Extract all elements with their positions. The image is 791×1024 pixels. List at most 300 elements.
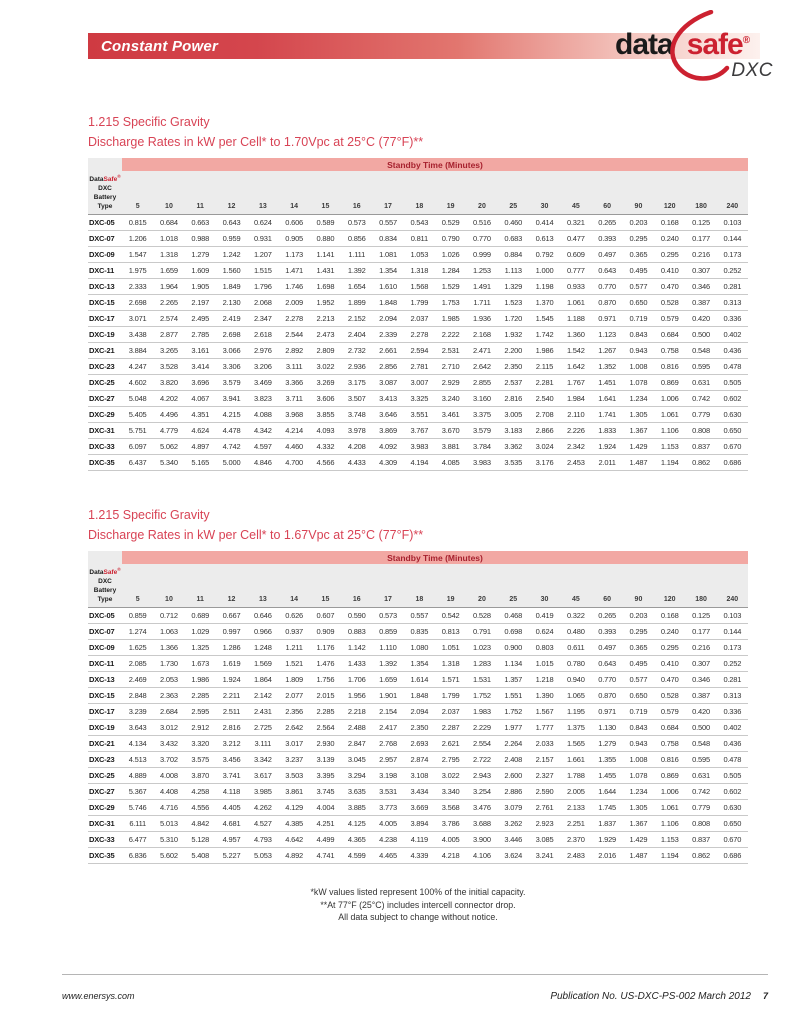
- kw-value-cell: 1.318: [160, 250, 178, 259]
- column-header-240min: 240: [726, 203, 739, 210]
- kw-value-cell: 3.438: [128, 330, 147, 339]
- kw-value-cell: 1.661: [566, 755, 585, 764]
- table-row-dxc-31: [88, 423, 748, 439]
- publication-number: Publication No. US-DXC-PS-002 March 2012: [550, 991, 751, 1002]
- kw-value-cell: 3.476: [473, 803, 491, 812]
- column-header-13min: 13: [258, 596, 267, 603]
- kw-value-cell: 1.194: [660, 458, 679, 467]
- battery-type-label: DXC-11: [89, 266, 115, 275]
- kw-value-cell: 0.834: [379, 234, 397, 243]
- kw-value-cell: 0.295: [629, 627, 648, 636]
- kw-value-cell: 0.497: [598, 643, 617, 652]
- kw-value-cell: 2.404: [347, 330, 366, 339]
- kw-value-cell: 0.548: [692, 346, 710, 355]
- kw-value-cell: 1.901: [379, 691, 397, 700]
- kw-value-cell: 0.808: [692, 426, 710, 435]
- kw-value-cell: 4.465: [379, 851, 397, 860]
- kw-value-cell: 0.144: [723, 627, 742, 636]
- battery-type-label: DXC-29: [89, 410, 115, 419]
- kw-value-cell: 1.188: [566, 314, 585, 323]
- footnote-3: All data subject to change without notice.: [338, 912, 498, 922]
- kw-value-cell: 2.768: [379, 739, 397, 748]
- kw-value-cell: 1.198: [535, 282, 554, 291]
- kw-value-cell: 0.477: [566, 234, 585, 243]
- kw-value-cell: 1.659: [160, 266, 178, 275]
- kw-value-cell: 0.780: [566, 659, 585, 668]
- kw-value-cell: 0.295: [629, 234, 648, 243]
- kw-value-cell: 1.078: [629, 771, 648, 780]
- kw-value-cell: 4.846: [253, 458, 272, 467]
- kw-value-cell: 0.870: [598, 691, 617, 700]
- kw-value-cell: 4.433: [347, 458, 366, 467]
- kw-value-cell: 4.125: [347, 819, 366, 828]
- kw-value-cell: 4.460: [285, 442, 304, 451]
- kw-value-cell: 4.700: [285, 458, 304, 467]
- kw-value-cell: 0.937: [285, 627, 304, 636]
- kw-value-cell: 0.436: [723, 346, 742, 355]
- kw-value-cell: 2.015: [316, 691, 335, 700]
- kw-value-cell: 2.544: [285, 330, 304, 339]
- kw-value-cell: 4.342: [253, 426, 272, 435]
- kw-value-cell: 1.354: [379, 266, 397, 275]
- kw-value-cell: 0.548: [692, 739, 710, 748]
- kw-value-cell: 2.531: [441, 346, 460, 355]
- corner-line2: DXC Battery: [93, 185, 117, 201]
- kw-value-cell: 5.227: [222, 851, 241, 860]
- battery-type-label: DXC-07: [89, 627, 115, 636]
- battery-type-label: DXC-07: [89, 234, 115, 243]
- kw-value-cell: 0.791: [473, 627, 491, 636]
- battery-type-label: DXC-29: [89, 803, 115, 812]
- kw-value-cell: 1.753: [441, 298, 460, 307]
- column-header-18min: 18: [415, 596, 424, 603]
- kw-value-cell: 4.499: [316, 835, 335, 844]
- kw-value-cell: 4.741: [316, 851, 335, 860]
- kw-value-cell: 6.836: [128, 851, 147, 860]
- kw-value-cell: 2.363: [160, 691, 178, 700]
- table-row-dxc-09: [88, 640, 748, 656]
- battery-type-label: DXC-33: [89, 835, 115, 844]
- kw-value-cell: 4.716: [160, 803, 178, 812]
- kw-value-cell: 2.356: [285, 707, 304, 716]
- column-header-45min: 45: [571, 596, 580, 603]
- kw-value-cell: 1.619: [222, 659, 241, 668]
- table-row-dxc-09: [88, 247, 748, 263]
- kw-value-cell: 2.594: [410, 346, 429, 355]
- kw-value-cell: 1.752: [473, 691, 491, 700]
- kw-value-cell: 3.983: [410, 442, 429, 451]
- kw-value-cell: 1.936: [473, 314, 491, 323]
- kw-value-cell: 3.983: [473, 458, 491, 467]
- kw-value-cell: 3.066: [222, 346, 241, 355]
- kw-value-cell: 0.624: [253, 218, 272, 227]
- kw-value-cell: 5.048: [128, 394, 147, 403]
- kw-value-cell: 3.414: [191, 362, 210, 371]
- kw-value-cell: 2.943: [473, 771, 491, 780]
- kw-value-cell: 1.673: [191, 659, 210, 668]
- kw-value-cell: 4.332: [316, 442, 335, 451]
- kw-value-cell: 1.833: [598, 426, 617, 435]
- kw-value-cell: 1.567: [535, 707, 554, 716]
- kw-value-cell: 1.905: [191, 282, 210, 291]
- kw-value-cell: 2.053: [160, 675, 178, 684]
- column-header-180min: 180: [695, 596, 707, 603]
- table-row-dxc-21: [88, 343, 748, 359]
- kw-value-cell: 1.354: [410, 659, 429, 668]
- kw-value-cell: 0.859: [128, 611, 147, 620]
- kw-value-cell: 3.432: [160, 739, 178, 748]
- kw-value-cell: 4.202: [160, 394, 178, 403]
- kw-value-cell: 2.600: [504, 771, 523, 780]
- kw-value-cell: 1.267: [598, 346, 617, 355]
- kw-value-cell: 3.617: [253, 771, 272, 780]
- kw-value-cell: 1.305: [629, 803, 648, 812]
- kw-value-cell: 1.367: [629, 819, 648, 828]
- kw-value-cell: 0.719: [629, 707, 648, 716]
- kw-value-cell: 3.071: [128, 314, 147, 323]
- kw-value-cell: 2.874: [410, 755, 429, 764]
- kw-value-cell: 1.080: [410, 643, 429, 652]
- table-row-dxc-19: [88, 327, 748, 343]
- kw-value-cell: 0.402: [723, 330, 742, 339]
- kw-value-cell: 0.542: [441, 611, 460, 620]
- kw-value-cell: 4.842: [191, 819, 210, 828]
- kw-value-cell: 5.367: [128, 787, 147, 796]
- column-header-5min: 5: [135, 596, 140, 603]
- kw-value-cell: 2.077: [285, 691, 304, 700]
- kw-value-cell: 3.375: [473, 410, 491, 419]
- column-header-row: [88, 564, 748, 608]
- column-header-120min: 120: [663, 203, 676, 210]
- kw-value-cell: 1.706: [347, 675, 366, 684]
- kw-value-cell: 2.564: [316, 723, 335, 732]
- kw-value-cell: 0.686: [723, 851, 742, 860]
- kw-value-cell: 3.240: [441, 394, 460, 403]
- kw-value-cell: 4.309: [379, 458, 397, 467]
- kw-value-cell: 1.078: [629, 378, 648, 387]
- kw-value-cell: 3.784: [473, 442, 491, 451]
- corner-line2: DXC Battery: [93, 578, 117, 594]
- kw-value-cell: 0.365: [629, 250, 648, 259]
- kw-value-cell: 0.478: [723, 362, 742, 371]
- kw-value-cell: 2.856: [379, 362, 397, 371]
- kw-value-cell: 1.026: [441, 250, 460, 259]
- kw-value-cell: 0.410: [660, 266, 679, 275]
- kw-value-cell: 1.053: [410, 250, 429, 259]
- kw-value-cell: 3.160: [473, 394, 491, 403]
- kw-value-cell: 3.702: [160, 755, 178, 764]
- kw-value-cell: 3.362: [504, 442, 523, 451]
- corner-line3: Type: [97, 203, 113, 210]
- kw-value-cell: 3.507: [347, 394, 366, 403]
- kw-value-cell: 1.130: [598, 723, 617, 732]
- kw-value-cell: 1.367: [629, 426, 648, 435]
- kw-value-cell: 2.130: [222, 298, 241, 307]
- kw-value-cell: 1.063: [160, 627, 178, 636]
- kw-value-cell: 1.542: [566, 346, 585, 355]
- kw-value-cell: 0.606: [285, 218, 304, 227]
- kw-value-cell: 4.106: [473, 851, 491, 860]
- kw-value-cell: 3.575: [191, 755, 210, 764]
- kw-value-cell: 3.646: [379, 410, 397, 419]
- kw-value-cell: 1.796: [253, 282, 272, 291]
- kw-value-cell: 0.313: [723, 298, 742, 307]
- kw-value-cell: 0.869: [660, 771, 679, 780]
- kw-value-cell: 0.698: [504, 627, 523, 636]
- footnote-2: **At 77°F (25°C) includes intercell connector drop.: [320, 899, 516, 910]
- corner-brand: DataSafe®: [89, 173, 121, 183]
- kw-value-cell: 1.788: [566, 771, 585, 780]
- kw-value-cell: 2.618: [253, 330, 272, 339]
- table-row-dxc-17: [88, 311, 748, 327]
- kw-value-cell: 3.294: [347, 771, 366, 780]
- kw-value-cell: 0.500: [692, 723, 710, 732]
- corner-brand: DataSafe®: [89, 566, 121, 576]
- kw-value-cell: 2.912: [191, 723, 210, 732]
- table-row-dxc-07: [88, 624, 748, 640]
- kw-value-cell: 3.012: [160, 723, 178, 732]
- kw-value-cell: 3.413: [379, 394, 397, 403]
- kw-value-cell: 0.971: [598, 314, 617, 323]
- kw-value-cell: 2.417: [379, 723, 397, 732]
- kw-value-cell: 0.528: [660, 691, 679, 700]
- kw-value-cell: 2.285: [191, 691, 210, 700]
- kw-value-cell: 1.837: [598, 819, 617, 828]
- table-section-170vpc: [88, 112, 748, 471]
- kw-value-cell: 1.523: [504, 298, 523, 307]
- kw-value-cell: 2.226: [566, 426, 585, 435]
- kw-value-cell: 1.625: [128, 643, 147, 652]
- kw-value-cell: 1.141: [316, 250, 335, 259]
- kw-value-cell: 0.590: [347, 611, 366, 620]
- kw-value-cell: 2.483: [566, 851, 585, 860]
- kw-value-cell: 3.688: [473, 819, 491, 828]
- kw-value-cell: 0.387: [692, 298, 710, 307]
- discharge-table-167vpc: [88, 551, 748, 864]
- kw-value-cell: 0.602: [723, 787, 742, 796]
- kw-value-cell: 1.799: [441, 691, 460, 700]
- table-row-dxc-11: [88, 263, 748, 279]
- kw-value-cell: 4.602: [128, 378, 147, 387]
- kw-value-cell: 3.528: [160, 362, 178, 371]
- corner-header: [88, 564, 122, 607]
- kw-value-cell: 3.434: [410, 787, 429, 796]
- kw-value-cell: 0.173: [723, 643, 742, 652]
- kw-value-cell: 0.880: [316, 234, 335, 243]
- kw-value-cell: 1.206: [128, 234, 147, 243]
- kw-value-cell: 0.125: [692, 218, 710, 227]
- kw-value-cell: 1.565: [566, 739, 585, 748]
- kw-value-cell: 1.176: [316, 643, 335, 652]
- kw-value-cell: 3.175: [347, 378, 366, 387]
- kw-value-cell: 5.128: [191, 835, 210, 844]
- band-corner: [88, 158, 122, 171]
- kw-value-cell: 1.006: [660, 394, 679, 403]
- kw-value-cell: 3.198: [379, 771, 397, 780]
- kw-value-cell: 4.385: [285, 819, 304, 828]
- kw-value-cell: 0.859: [379, 627, 397, 636]
- kw-value-cell: 0.505: [723, 378, 742, 387]
- kw-value-cell: 2.848: [128, 691, 147, 700]
- kw-value-cell: 2.218: [347, 707, 366, 716]
- kw-value-cell: 0.643: [598, 266, 617, 275]
- kw-value-cell: 3.786: [441, 819, 460, 828]
- kw-value-cell: 3.884: [128, 346, 147, 355]
- kw-value-cell: 1.283: [473, 659, 491, 668]
- battery-type-label: DXC-25: [89, 378, 115, 387]
- kw-value-cell: 2.350: [504, 362, 523, 371]
- kw-value-cell: 3.239: [128, 707, 147, 716]
- kw-value-cell: 5.405: [128, 410, 147, 419]
- column-header-12min: 12: [227, 596, 236, 603]
- kw-value-cell: 1.977: [504, 723, 523, 732]
- table-row-dxc-33: [88, 832, 748, 848]
- kw-value-cell: 1.352: [598, 362, 617, 371]
- datasafe-logo: [607, 10, 777, 88]
- kw-value-cell: 1.659: [379, 675, 397, 684]
- kw-value-cell: 2.068: [253, 298, 272, 307]
- kw-value-cell: 1.455: [598, 771, 617, 780]
- kw-value-cell: 1.106: [660, 426, 679, 435]
- kw-value-cell: 4.208: [347, 442, 366, 451]
- kw-value-cell: 1.061: [660, 803, 679, 812]
- kw-value-cell: 5.751: [128, 426, 147, 435]
- kw-value-cell: 0.770: [598, 282, 617, 291]
- kw-value-cell: 0.742: [692, 394, 710, 403]
- kw-value-cell: 0.931: [253, 234, 272, 243]
- kw-value-cell: 1.809: [285, 675, 304, 684]
- kw-value-cell: 2.642: [473, 362, 491, 371]
- kw-value-cell: 1.065: [566, 691, 585, 700]
- kw-value-cell: 2.698: [128, 298, 147, 307]
- kw-value-cell: 2.037: [441, 707, 460, 716]
- kw-value-cell: 4.005: [379, 819, 397, 828]
- kw-value-cell: 3.881: [441, 442, 460, 451]
- kw-value-cell: 4.793: [253, 835, 272, 844]
- kw-value-cell: 1.571: [441, 675, 460, 684]
- kw-value-cell: 2.732: [347, 346, 366, 355]
- kw-value-cell: 0.528: [660, 298, 679, 307]
- kw-value-cell: 0.168: [660, 218, 679, 227]
- kw-value-cell: 4.093: [316, 426, 335, 435]
- column-header-60min: 60: [603, 596, 612, 603]
- kw-value-cell: 2.473: [316, 330, 335, 339]
- kw-value-cell: 2.892: [285, 346, 304, 355]
- kw-value-cell: 1.742: [535, 330, 554, 339]
- kw-value-cell: 4.892: [285, 851, 304, 860]
- kw-value-cell: 0.387: [692, 691, 710, 700]
- kw-value-cell: 1.986: [191, 675, 210, 684]
- kw-value-cell: 1.545: [535, 314, 554, 323]
- kw-value-cell: 0.528: [473, 611, 491, 620]
- kw-value-cell: 3.894: [410, 819, 429, 828]
- column-header-20min: 20: [478, 203, 486, 210]
- kw-value-cell: 1.390: [535, 691, 554, 700]
- kw-value-cell: 4.405: [222, 803, 241, 812]
- kw-value-cell: 1.355: [598, 755, 617, 764]
- battery-type-label: DXC-05: [89, 611, 115, 620]
- kw-value-cell: 1.641: [598, 394, 617, 403]
- kw-value-cell: 4.005: [441, 835, 460, 844]
- kw-value-cell: 3.741: [222, 771, 241, 780]
- kw-value-cell: 2.431: [253, 707, 272, 716]
- kw-value-cell: 1.956: [347, 691, 366, 700]
- kw-value-cell: 3.017: [285, 739, 304, 748]
- kw-value-cell: 0.803: [535, 643, 554, 652]
- section2-title-discharge: Discharge Rates in kW per Cell* to 1.67Vpc at 25°C (77°F)**: [88, 528, 424, 542]
- kw-value-cell: 3.469: [253, 378, 272, 387]
- kw-value-cell: 3.531: [379, 787, 397, 796]
- kw-value-cell: 0.770: [598, 675, 617, 684]
- battery-type-label: DXC-19: [89, 330, 115, 339]
- kw-value-cell: 0.870: [598, 298, 617, 307]
- kw-value-cell: 0.478: [723, 755, 742, 764]
- kw-value-cell: 5.310: [160, 835, 178, 844]
- battery-type-label: DXC-09: [89, 643, 115, 652]
- kw-value-cell: 0.643: [222, 218, 241, 227]
- kw-value-cell: 0.959: [222, 234, 241, 243]
- kw-value-cell: 2.115: [535, 362, 554, 371]
- kw-value-cell: 0.712: [160, 611, 178, 620]
- kw-value-cell: 6.097: [128, 442, 147, 451]
- kw-value-cell: 2.642: [285, 723, 304, 732]
- kw-value-cell: 1.451: [598, 378, 617, 387]
- kw-value-cell: 2.278: [285, 314, 304, 323]
- logo-series-dxc: DXC: [731, 60, 773, 81]
- kw-value-cell: 0.999: [473, 250, 491, 259]
- kw-value-cell: 2.761: [535, 803, 554, 812]
- kw-value-cell: 0.816: [660, 362, 679, 371]
- section1-title-gravity: 1.215 Specific Gravity: [88, 115, 210, 129]
- kw-value-cell: 2.816: [504, 394, 523, 403]
- table-row-dxc-23: [88, 752, 748, 768]
- kw-value-cell: 3.176: [535, 458, 554, 467]
- kw-value-cell: 1.698: [316, 282, 335, 291]
- kw-value-cell: 4.247: [128, 362, 147, 371]
- kw-value-cell: 0.630: [723, 410, 742, 419]
- kw-value-cell: 2.251: [566, 819, 585, 828]
- kw-value-cell: 3.456: [222, 755, 241, 764]
- column-header-19min: 19: [446, 203, 455, 210]
- kw-value-cell: 3.395: [316, 771, 335, 780]
- table-row-dxc-13: [88, 672, 748, 688]
- kw-value-cell: 1.848: [410, 691, 429, 700]
- kw-value-cell: 4.556: [191, 803, 210, 812]
- kw-value-cell: 3.579: [473, 426, 491, 435]
- kw-value-cell: 0.869: [660, 378, 679, 387]
- column-header-14min: 14: [290, 203, 299, 210]
- table-row-dxc-35: [88, 455, 748, 471]
- kw-value-cell: 0.240: [660, 627, 679, 636]
- standby-band-row: [88, 158, 748, 171]
- kw-value-cell: 3.079: [504, 803, 523, 812]
- kw-value-cell: 2.554: [473, 739, 491, 748]
- kw-value-cell: 5.602: [160, 851, 178, 860]
- kw-value-cell: 4.218: [441, 851, 460, 860]
- column-header-11min: 11: [196, 203, 204, 210]
- kw-value-cell: 1.375: [566, 723, 585, 732]
- kw-value-cell: 1.318: [410, 266, 429, 275]
- battery-type-label: DXC-21: [89, 346, 115, 355]
- kw-value-cell: 1.153: [660, 442, 679, 451]
- kw-value-cell: 4.088: [253, 410, 272, 419]
- kw-value-cell: 0.144: [723, 234, 742, 243]
- kw-value-cell: 2.287: [441, 723, 460, 732]
- kw-value-cell: 2.016: [598, 851, 617, 860]
- kw-value-cell: 3.855: [316, 410, 335, 419]
- kw-value-cell: 1.329: [504, 282, 523, 291]
- kw-value-cell: 4.258: [191, 787, 210, 796]
